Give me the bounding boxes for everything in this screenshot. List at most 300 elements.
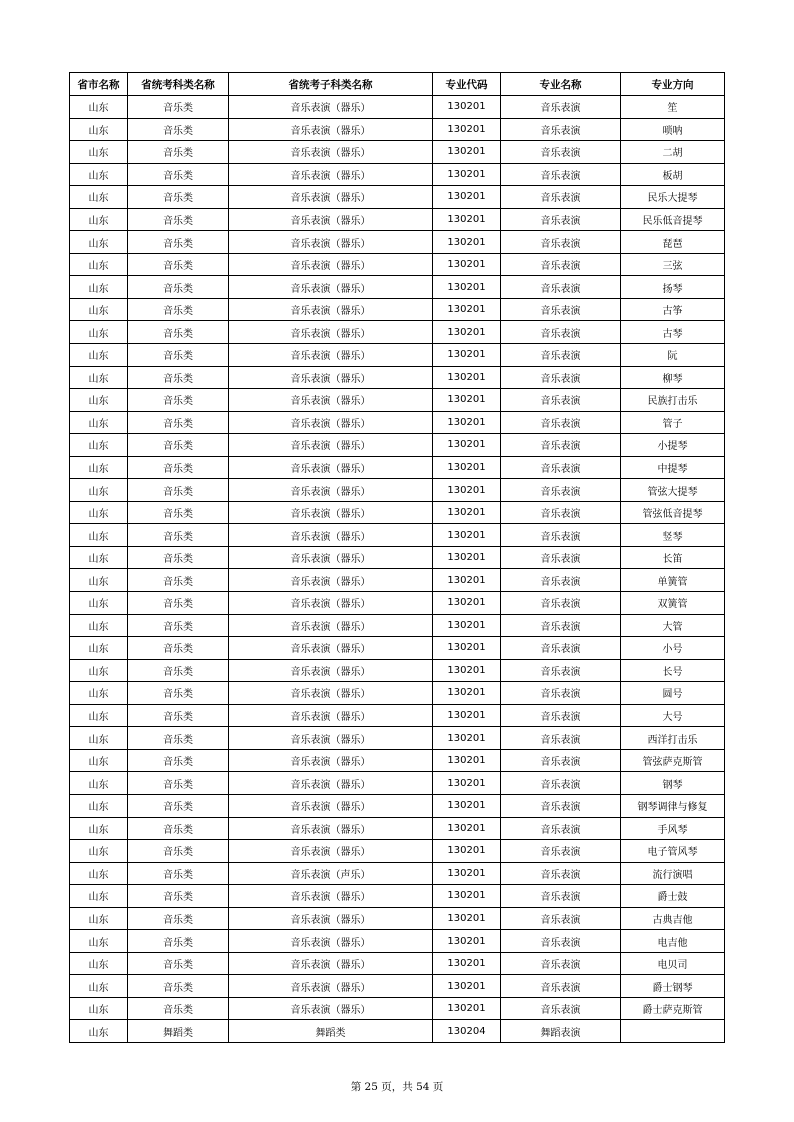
cell-province: 山东 xyxy=(70,637,128,660)
cell-major-direction xyxy=(621,1020,725,1043)
cell-exam-category: 音乐类 xyxy=(128,885,229,908)
cell-exam-subcategory: 音乐表演（器乐） xyxy=(229,930,433,953)
table-row xyxy=(70,546,725,569)
cell-major-name: 音乐表演 xyxy=(501,524,621,547)
cell-major-name: 音乐表演 xyxy=(501,186,621,209)
cell-major-direction: 小提琴 xyxy=(621,434,725,457)
cell-major-code: 130201 xyxy=(433,276,501,299)
table-header xyxy=(70,73,725,96)
cell-exam-category: 音乐类 xyxy=(128,96,229,119)
table-row xyxy=(70,118,725,141)
cell-province: 山东 xyxy=(70,434,128,457)
table-row xyxy=(70,817,725,840)
cell-exam-subcategory: 音乐表演（器乐） xyxy=(229,659,433,682)
table-row xyxy=(70,749,725,772)
cell-major-code: 130201 xyxy=(433,141,501,164)
cell-province: 山东 xyxy=(70,772,128,795)
cell-exam-category: 音乐类 xyxy=(128,546,229,569)
cell-exam-category: 音乐类 xyxy=(128,276,229,299)
cell-major-direction: 管弦大提琴 xyxy=(621,479,725,502)
cell-major-direction: 爵士鼓 xyxy=(621,885,725,908)
cell-exam-subcategory: 音乐表演（器乐） xyxy=(229,321,433,344)
table-row xyxy=(70,952,725,975)
cell-exam-subcategory: 音乐表演（器乐） xyxy=(229,817,433,840)
cell-province: 山东 xyxy=(70,569,128,592)
table-row xyxy=(70,366,725,389)
cell-exam-category: 音乐类 xyxy=(128,637,229,660)
table-row xyxy=(70,682,725,705)
cell-major-name: 音乐表演 xyxy=(501,794,621,817)
cell-exam-subcategory: 音乐表演（器乐） xyxy=(229,96,433,119)
cell-exam-subcategory: 音乐表演（器乐） xyxy=(229,366,433,389)
cell-major-name: 音乐表演 xyxy=(501,659,621,682)
header-province: 省市名称 xyxy=(70,73,128,96)
cell-exam-category: 音乐类 xyxy=(128,614,229,637)
header-major-direction: 专业方向 xyxy=(621,73,725,96)
cell-major-direction: 中提琴 xyxy=(621,456,725,479)
cell-province: 山东 xyxy=(70,840,128,863)
cell-exam-category: 音乐类 xyxy=(128,592,229,615)
cell-province: 山东 xyxy=(70,411,128,434)
table-row xyxy=(70,479,725,502)
cell-exam-category: 音乐类 xyxy=(128,907,229,930)
cell-province: 山东 xyxy=(70,163,128,186)
cell-exam-subcategory: 音乐表演（器乐） xyxy=(229,840,433,863)
cell-exam-subcategory: 音乐表演（器乐） xyxy=(229,276,433,299)
table-row xyxy=(70,501,725,524)
cell-major-direction: 电吉他 xyxy=(621,930,725,953)
cell-province: 山东 xyxy=(70,1020,128,1043)
cell-exam-subcategory: 音乐表演（器乐） xyxy=(229,524,433,547)
cell-exam-category: 音乐类 xyxy=(128,456,229,479)
cell-exam-subcategory: 音乐表演（器乐） xyxy=(229,231,433,254)
cell-major-code: 130201 xyxy=(433,434,501,457)
table-row xyxy=(70,840,725,863)
cell-major-name: 音乐表演 xyxy=(501,208,621,231)
cell-exam-category: 音乐类 xyxy=(128,366,229,389)
cell-province: 山东 xyxy=(70,186,128,209)
cell-exam-subcategory: 音乐表演（器乐） xyxy=(229,794,433,817)
table-row xyxy=(70,614,725,637)
cell-province: 山东 xyxy=(70,321,128,344)
cell-province: 山东 xyxy=(70,276,128,299)
cell-major-name: 音乐表演 xyxy=(501,434,621,457)
cell-major-direction: 阮 xyxy=(621,344,725,367)
cell-exam-subcategory: 音乐表演（器乐） xyxy=(229,389,433,412)
cell-major-name: 音乐表演 xyxy=(501,163,621,186)
table-row xyxy=(70,1020,725,1043)
header-exam-subcategory: 省统考子科类名称 xyxy=(229,73,433,96)
cell-major-code: 130201 xyxy=(433,344,501,367)
table-row xyxy=(70,907,725,930)
cell-exam-category: 音乐类 xyxy=(128,817,229,840)
table-row xyxy=(70,930,725,953)
cell-province: 山东 xyxy=(70,344,128,367)
cell-exam-category: 音乐类 xyxy=(128,569,229,592)
cell-exam-subcategory: 音乐表演（器乐） xyxy=(229,975,433,998)
cell-exam-subcategory: 音乐表演（器乐） xyxy=(229,546,433,569)
cell-exam-subcategory: 音乐表演（器乐） xyxy=(229,344,433,367)
cell-exam-subcategory: 音乐表演（器乐） xyxy=(229,885,433,908)
cell-exam-subcategory: 音乐表演（器乐） xyxy=(229,682,433,705)
table-row xyxy=(70,637,725,660)
cell-major-name: 音乐表演 xyxy=(501,344,621,367)
cell-exam-subcategory: 音乐表演（器乐） xyxy=(229,952,433,975)
table-row xyxy=(70,208,725,231)
cell-exam-category: 音乐类 xyxy=(128,749,229,772)
cell-major-name: 音乐表演 xyxy=(501,569,621,592)
cell-major-code: 130201 xyxy=(433,253,501,276)
cell-major-code: 130201 xyxy=(433,298,501,321)
cell-province: 山东 xyxy=(70,817,128,840)
table-row xyxy=(70,276,725,299)
cell-exam-subcategory: 音乐表演（器乐） xyxy=(229,501,433,524)
cell-exam-category: 音乐类 xyxy=(128,231,229,254)
cell-exam-category: 音乐类 xyxy=(128,298,229,321)
cell-major-code: 130201 xyxy=(433,411,501,434)
cell-exam-category: 音乐类 xyxy=(128,840,229,863)
cell-major-name: 音乐表演 xyxy=(501,118,621,141)
table-row xyxy=(70,389,725,412)
cell-exam-category: 音乐类 xyxy=(128,524,229,547)
cell-major-direction: 管子 xyxy=(621,411,725,434)
table-row xyxy=(70,96,725,119)
cell-major-direction: 长笛 xyxy=(621,546,725,569)
cell-province: 山东 xyxy=(70,546,128,569)
cell-major-direction: 电子管风琴 xyxy=(621,840,725,863)
cell-major-code: 130201 xyxy=(433,749,501,772)
cell-province: 山东 xyxy=(70,253,128,276)
cell-exam-subcategory: 音乐表演（器乐） xyxy=(229,637,433,660)
cell-major-direction: 爵士钢琴 xyxy=(621,975,725,998)
cell-exam-subcategory: 音乐表演（器乐） xyxy=(229,749,433,772)
cell-province: 山东 xyxy=(70,659,128,682)
cell-major-code: 130201 xyxy=(433,862,501,885)
cell-major-name: 音乐表演 xyxy=(501,546,621,569)
cell-exam-category: 音乐类 xyxy=(128,659,229,682)
cell-exam-subcategory: 音乐表演（器乐） xyxy=(229,569,433,592)
cell-major-direction: 笙 xyxy=(621,96,725,119)
cell-exam-subcategory: 音乐表演（器乐） xyxy=(229,298,433,321)
cell-major-code: 130201 xyxy=(433,614,501,637)
page-number: 第 25 页，共 54 页 xyxy=(350,1081,444,1093)
table-row xyxy=(70,253,725,276)
cell-exam-subcategory: 音乐表演（器乐） xyxy=(229,141,433,164)
cell-exam-category: 音乐类 xyxy=(128,997,229,1020)
cell-province: 山东 xyxy=(70,366,128,389)
table-row xyxy=(70,885,725,908)
cell-major-name: 音乐表演 xyxy=(501,479,621,502)
cell-major-name: 音乐表演 xyxy=(501,141,621,164)
cell-exam-subcategory: 音乐表演（器乐） xyxy=(229,163,433,186)
cell-exam-category: 音乐类 xyxy=(128,479,229,502)
cell-province: 山东 xyxy=(70,456,128,479)
cell-province: 山东 xyxy=(70,862,128,885)
cell-major-code: 130201 xyxy=(433,546,501,569)
cell-major-direction: 三弦 xyxy=(621,253,725,276)
cell-major-name: 音乐表演 xyxy=(501,862,621,885)
cell-exam-category: 舞蹈类 xyxy=(128,1020,229,1043)
cell-major-code: 130201 xyxy=(433,704,501,727)
cell-major-direction: 钢琴调律与修复 xyxy=(621,794,725,817)
cell-major-code: 130201 xyxy=(433,96,501,119)
header-row xyxy=(70,73,725,96)
cell-major-code: 130201 xyxy=(433,479,501,502)
cell-major-name: 音乐表演 xyxy=(501,952,621,975)
cell-exam-subcategory: 音乐表演（器乐） xyxy=(229,727,433,750)
cell-major-code: 130201 xyxy=(433,817,501,840)
cell-province: 山东 xyxy=(70,975,128,998)
cell-province: 山东 xyxy=(70,118,128,141)
cell-major-name: 舞蹈表演 xyxy=(501,1020,621,1043)
cell-exam-category: 音乐类 xyxy=(128,862,229,885)
cell-province: 山东 xyxy=(70,907,128,930)
cell-exam-category: 音乐类 xyxy=(128,794,229,817)
cell-major-code: 130201 xyxy=(433,524,501,547)
table-row xyxy=(70,659,725,682)
table-row xyxy=(70,298,725,321)
table-row xyxy=(70,727,725,750)
cell-major-code: 130201 xyxy=(433,885,501,908)
cell-province: 山东 xyxy=(70,298,128,321)
cell-exam-subcategory: 音乐表演（器乐） xyxy=(229,614,433,637)
table-row xyxy=(70,772,725,795)
cell-exam-category: 音乐类 xyxy=(128,704,229,727)
cell-major-name: 音乐表演 xyxy=(501,749,621,772)
cell-major-code: 130201 xyxy=(433,389,501,412)
cell-major-name: 音乐表演 xyxy=(501,96,621,119)
cell-exam-subcategory: 音乐表演（器乐） xyxy=(229,253,433,276)
cell-major-code: 130201 xyxy=(433,501,501,524)
cell-major-code: 130201 xyxy=(433,186,501,209)
cell-exam-category: 音乐类 xyxy=(128,501,229,524)
table-row xyxy=(70,794,725,817)
cell-exam-subcategory: 音乐表演（器乐） xyxy=(229,434,433,457)
cell-major-name: 音乐表演 xyxy=(501,930,621,953)
cell-exam-category: 音乐类 xyxy=(128,321,229,344)
cell-major-code: 130201 xyxy=(433,682,501,705)
cell-major-direction: 古筝 xyxy=(621,298,725,321)
cell-major-direction: 双簧管 xyxy=(621,592,725,615)
cell-exam-category: 音乐类 xyxy=(128,186,229,209)
cell-major-name: 音乐表演 xyxy=(501,253,621,276)
table-row xyxy=(70,321,725,344)
cell-major-name: 音乐表演 xyxy=(501,682,621,705)
table-row xyxy=(70,231,725,254)
cell-major-code: 130201 xyxy=(433,840,501,863)
header-major-code: 专业代码 xyxy=(433,73,501,96)
cell-major-code: 130201 xyxy=(433,592,501,615)
cell-exam-category: 音乐类 xyxy=(128,389,229,412)
cell-exam-subcategory: 舞蹈类 xyxy=(229,1020,433,1043)
cell-exam-subcategory: 音乐表演（器乐） xyxy=(229,118,433,141)
cell-province: 山东 xyxy=(70,885,128,908)
cell-major-name: 音乐表演 xyxy=(501,885,621,908)
table-row xyxy=(70,975,725,998)
cell-exam-category: 音乐类 xyxy=(128,930,229,953)
cell-major-code: 130201 xyxy=(433,794,501,817)
cell-major-direction: 柳琴 xyxy=(621,366,725,389)
cell-province: 山东 xyxy=(70,501,128,524)
table-row xyxy=(70,141,725,164)
cell-province: 山东 xyxy=(70,727,128,750)
cell-exam-category: 音乐类 xyxy=(128,682,229,705)
cell-major-name: 音乐表演 xyxy=(501,298,621,321)
cell-exam-subcategory: 音乐表演（器乐） xyxy=(229,411,433,434)
cell-major-direction: 长号 xyxy=(621,659,725,682)
cell-exam-subcategory: 音乐表演（器乐） xyxy=(229,208,433,231)
cell-province: 山东 xyxy=(70,614,128,637)
cell-major-name: 音乐表演 xyxy=(501,456,621,479)
cell-province: 山东 xyxy=(70,592,128,615)
table-row xyxy=(70,997,725,1020)
cell-major-name: 音乐表演 xyxy=(501,975,621,998)
cell-major-direction: 古琴 xyxy=(621,321,725,344)
cell-province: 山东 xyxy=(70,682,128,705)
cell-major-code: 130201 xyxy=(433,907,501,930)
table-row xyxy=(70,186,725,209)
cell-major-direction: 单簧管 xyxy=(621,569,725,592)
cell-major-direction: 二胡 xyxy=(621,141,725,164)
cell-major-name: 音乐表演 xyxy=(501,592,621,615)
cell-major-name: 音乐表演 xyxy=(501,637,621,660)
cell-exam-subcategory: 音乐表演（声乐） xyxy=(229,862,433,885)
table-row xyxy=(70,524,725,547)
cell-exam-subcategory: 音乐表演（器乐） xyxy=(229,704,433,727)
cell-major-code: 130201 xyxy=(433,727,501,750)
cell-major-direction: 板胡 xyxy=(621,163,725,186)
cell-exam-category: 音乐类 xyxy=(128,952,229,975)
cell-major-name: 音乐表演 xyxy=(501,411,621,434)
table-row xyxy=(70,862,725,885)
cell-major-code: 130201 xyxy=(433,208,501,231)
cell-major-direction: 流行演唱 xyxy=(621,862,725,885)
cell-province: 山东 xyxy=(70,96,128,119)
cell-exam-subcategory: 音乐表演（器乐） xyxy=(229,592,433,615)
cell-major-direction: 小号 xyxy=(621,637,725,660)
cell-province: 山东 xyxy=(70,479,128,502)
cell-major-direction: 古典吉他 xyxy=(621,907,725,930)
cell-major-name: 音乐表演 xyxy=(501,727,621,750)
table-row xyxy=(70,569,725,592)
cell-major-direction: 爵士萨克斯管 xyxy=(621,997,725,1020)
cell-major-code: 130201 xyxy=(433,569,501,592)
table-row xyxy=(70,163,725,186)
cell-major-code: 130201 xyxy=(433,637,501,660)
cell-major-name: 音乐表演 xyxy=(501,907,621,930)
cell-major-direction: 民乐大提琴 xyxy=(621,186,725,209)
cell-province: 山东 xyxy=(70,141,128,164)
cell-major-direction: 电贝司 xyxy=(621,952,725,975)
cell-major-direction: 手风琴 xyxy=(621,817,725,840)
cell-major-direction: 圆号 xyxy=(621,682,725,705)
cell-major-direction: 钢琴 xyxy=(621,772,725,795)
cell-exam-subcategory: 音乐表演（器乐） xyxy=(229,456,433,479)
cell-major-code: 130201 xyxy=(433,118,501,141)
header-exam-category: 省统考科类名称 xyxy=(128,73,229,96)
cell-province: 山东 xyxy=(70,524,128,547)
cell-major-direction: 民乐低音提琴 xyxy=(621,208,725,231)
cell-major-code: 130201 xyxy=(433,163,501,186)
cell-exam-category: 音乐类 xyxy=(128,344,229,367)
cell-major-code: 130201 xyxy=(433,952,501,975)
cell-major-direction: 唢呐 xyxy=(621,118,725,141)
cell-province: 山东 xyxy=(70,794,128,817)
cell-major-direction: 大号 xyxy=(621,704,725,727)
cell-exam-category: 音乐类 xyxy=(128,727,229,750)
cell-province: 山东 xyxy=(70,231,128,254)
table-row xyxy=(70,411,725,434)
cell-exam-subcategory: 音乐表演（器乐） xyxy=(229,186,433,209)
cell-major-name: 音乐表演 xyxy=(501,704,621,727)
table-row xyxy=(70,456,725,479)
cell-exam-category: 音乐类 xyxy=(128,208,229,231)
cell-major-name: 音乐表演 xyxy=(501,614,621,637)
cell-major-name: 音乐表演 xyxy=(501,772,621,795)
cell-major-code: 130204 xyxy=(433,1020,501,1043)
cell-exam-category: 音乐类 xyxy=(128,141,229,164)
cell-major-code: 130201 xyxy=(433,772,501,795)
cell-major-direction: 民族打击乐 xyxy=(621,389,725,412)
cell-major-direction: 大管 xyxy=(621,614,725,637)
cell-major-name: 音乐表演 xyxy=(501,840,621,863)
cell-major-direction: 管弦萨克斯管 xyxy=(621,749,725,772)
cell-major-direction: 扬琴 xyxy=(621,276,725,299)
cell-major-code: 130201 xyxy=(433,231,501,254)
cell-exam-category: 音乐类 xyxy=(128,434,229,457)
cell-province: 山东 xyxy=(70,930,128,953)
cell-exam-category: 音乐类 xyxy=(128,772,229,795)
cell-major-name: 音乐表演 xyxy=(501,366,621,389)
cell-major-name: 音乐表演 xyxy=(501,389,621,412)
cell-exam-category: 音乐类 xyxy=(128,253,229,276)
cell-major-code: 130201 xyxy=(433,456,501,479)
cell-exam-subcategory: 音乐表演（器乐） xyxy=(229,772,433,795)
cell-province: 山东 xyxy=(70,704,128,727)
cell-exam-subcategory: 音乐表演（器乐） xyxy=(229,907,433,930)
cell-exam-subcategory: 音乐表演（器乐） xyxy=(229,479,433,502)
cell-province: 山东 xyxy=(70,997,128,1020)
cell-exam-category: 音乐类 xyxy=(128,975,229,998)
table-row xyxy=(70,434,725,457)
cell-major-name: 音乐表演 xyxy=(501,501,621,524)
major-table xyxy=(69,72,725,1043)
cell-major-code: 130201 xyxy=(433,366,501,389)
cell-major-code: 130201 xyxy=(433,997,501,1020)
header-major-name: 专业名称 xyxy=(501,73,621,96)
cell-major-name: 音乐表演 xyxy=(501,817,621,840)
cell-major-direction: 西洋打击乐 xyxy=(621,727,725,750)
cell-province: 山东 xyxy=(70,749,128,772)
table-body xyxy=(70,96,725,1043)
cell-major-direction: 管弦低音提琴 xyxy=(621,501,725,524)
cell-major-code: 130201 xyxy=(433,975,501,998)
cell-major-name: 音乐表演 xyxy=(501,276,621,299)
cell-major-name: 音乐表演 xyxy=(501,231,621,254)
cell-exam-category: 音乐类 xyxy=(128,163,229,186)
cell-exam-subcategory: 音乐表演（器乐） xyxy=(229,997,433,1020)
table-row xyxy=(70,344,725,367)
cell-major-name: 音乐表演 xyxy=(501,997,621,1020)
cell-exam-category: 音乐类 xyxy=(128,411,229,434)
cell-major-code: 130201 xyxy=(433,321,501,344)
cell-major-direction: 琵琶 xyxy=(621,231,725,254)
cell-province: 山东 xyxy=(70,389,128,412)
table-row xyxy=(70,592,725,615)
cell-major-code: 130201 xyxy=(433,659,501,682)
data-table-container xyxy=(69,72,724,1043)
cell-major-direction: 竖琴 xyxy=(621,524,725,547)
